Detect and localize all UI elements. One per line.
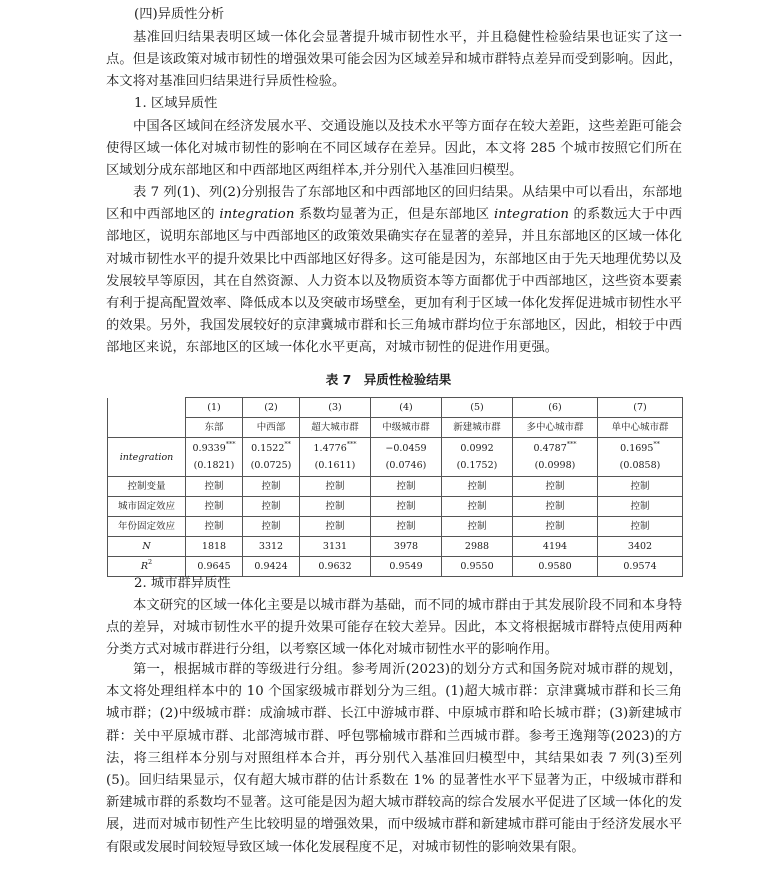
integration-cell-1 [186, 438, 243, 477]
coefficient-value: 1.4776 [313, 443, 347, 454]
control-cell: 控制 [243, 497, 300, 517]
col-number-1: (1) [186, 398, 243, 418]
std-error-value: (0.0858) [619, 460, 661, 471]
coefficient-value: 0.1695 [620, 443, 654, 454]
std-error-value: (0.0746) [385, 460, 427, 471]
table-corner-cell [108, 398, 186, 418]
control-cell: 控制 [186, 477, 243, 497]
integration-cell-6 [513, 438, 598, 477]
control-cell: 控制 [442, 477, 513, 497]
r2-superscript: 2 [148, 557, 153, 566]
control-cell: 控制 [442, 517, 513, 537]
col-name-1: 东部 [186, 418, 243, 438]
table-header-names-row [108, 418, 683, 438]
integration-term: integration [219, 207, 295, 223]
row-label: 控制变量 [108, 477, 186, 497]
col-name-5: 新建城市群 [442, 418, 513, 438]
col-name-3: 超大城市群 [300, 418, 371, 438]
r2-cell: 0.9632 [300, 557, 371, 577]
control-cell: 控制 [300, 517, 371, 537]
significance-stars: *** [346, 440, 357, 448]
std-error-value: (0.0725) [250, 460, 292, 471]
col-number-4: (4) [371, 398, 442, 418]
table-row-integration [108, 438, 683, 477]
col-number-2: (2) [243, 398, 300, 418]
col-number-5: (5) [442, 398, 513, 418]
coefficient-value: 0.0992 [460, 443, 494, 454]
significance-stars: ** [653, 440, 660, 448]
coefficient-value: 0.4787 [533, 443, 567, 454]
table-row-n [108, 537, 683, 557]
table-body [108, 398, 683, 577]
row-label: 年份固定效应 [108, 517, 186, 537]
std-error-value: (0.1752) [456, 460, 498, 471]
integration-cell-2 [243, 438, 300, 477]
region-results-paragraph [106, 182, 682, 360]
coefficient-value: 0.9339 [192, 443, 226, 454]
control-cell: 控制 [371, 497, 442, 517]
subsection-region-title: 1. 区域异质性 [134, 96, 218, 111]
citygroup-grading-paragraph: 第一，根据城市群的等级进行分组。参考周沂(2023)的划分方式和国务院对城市群的规划，本文将处理组样本中的 10 个国家级城市群划分为三组。(1)超大城市群：京津冀城市群和长三角城市群；(2)中级城市群：成渝城市群、长江中游城市群、中原城市群和哈长城市群；(3)新建城市群：关中平原城市群、北部湾城市群、呼包鄂榆城市群和兰西城市群。参考王逸翔等(2023)的方法，将三组样本分别与对照组样本合并，再分别代入基准回归模型中，其结果如表 7 列(3)至列(5)。回归结果显示，仅有超大城市群的估计系数在 1% 的显著性水平下显著为正，中级城市群和新建城市群的系数均不显著。这可能是因为超大城市群较高的综合发展水平促进了区域一体化的发展，进而对城市韧性产生比较明显的增强效果，而中级城市群和新建城市群可能由于经济发展水平有限或发展时间较短导致区域一体化发展程度不足，对城市韧性的影响效果有限。 [106, 662, 682, 855]
r2-cell: 0.9645 [186, 557, 243, 577]
intro-paragraph: 基准回归结果表明区域一体化会显著提升城市韧性水平，并且稳健性检验结果也证实了这一点。但是该政策对城市韧性的增强效果可能会因为区域差异和城市群特点差异而受到影响。因此，本文将对基准回归结果进行异质性检验。 [106, 30, 682, 90]
control-cell: 控制 [186, 517, 243, 537]
r2-cell: 0.9574 [598, 557, 683, 577]
table-row-control [108, 477, 683, 497]
n-cell: 3978 [371, 537, 442, 557]
r2-letter: R [140, 560, 148, 572]
r2-cell: 0.9580 [513, 557, 598, 577]
para2-part3: 的系数远大于中西部地区，说明东部地区与中西部地区的政策效果确实存在显著的差异，并且东部地区的区域一体化对城市韧性水平的提升效果比中西部地区好得多。这可能是因为，东部地区由于先天地理优势以及发展较早等原因，其在自然资源、人力资本以及物质资本等方面都优于中西部地区，这些资本要素有利于提高配置效率、降低成本以及突破市场壁垒，更加有利于区域一体化发挥促进城市韧性水平的效果。另外，我国发展较好的京津冀城市群和长三角城市群均位于东部地区，因此，相较于中西部地区来说，东部地区的区域一体化水平更高，对城市韧性的促进作用更强。 [106, 207, 683, 356]
coefficient-value: −0.0459 [385, 443, 427, 454]
citygroup-paragraph: 本文研究的区域一体化主要是以城市群为基础，而不同的城市群由于其发展阶段不同和本身特点的差异，对城市韧性水平的提升效果可能存在较大差异。因此，本文将根据城市群特点使用两种分类方式对城市群进行分组，以考察区域一体化对城市韧性水平的影响作用。 [106, 598, 682, 658]
region-paragraph: 中国各区域间在经济发展水平、交通设施以及技术水平等方面存在较大差距，这些差距可能会使得区域一体化对城市韧性的影响在不同区域存在差异。因此，本文将 285 个城市按照它们所在区域划分成东部地区和中西部地区两组样本,并分别代入基准回归模型。 [106, 119, 682, 179]
n-cell: 2988 [442, 537, 513, 557]
n-cell: 4194 [513, 537, 598, 557]
coefficient-value: 0.1522 [251, 443, 285, 454]
control-cell: 控制 [442, 497, 513, 517]
table-corner-cell [108, 418, 186, 438]
integration-term: integration [493, 207, 569, 223]
control-cell: 控制 [598, 497, 683, 517]
row-label-integration: integration [108, 438, 186, 477]
col-name-2: 中西部 [243, 418, 300, 438]
r2-cell: 0.9424 [243, 557, 300, 577]
control-cell: 控制 [598, 477, 683, 497]
control-cell: 控制 [300, 497, 371, 517]
table-row-control [108, 497, 683, 517]
control-cell: 控制 [186, 497, 243, 517]
row-label-n: N [108, 537, 186, 557]
integration-cell-3 [300, 438, 371, 477]
r2-cell: 0.9549 [371, 557, 442, 577]
n-cell: 3402 [598, 537, 683, 557]
control-cell: 控制 [513, 477, 598, 497]
std-error-value: (0.0998) [534, 460, 576, 471]
table-header-numbers-row [108, 398, 683, 418]
subsection-citygroup-title: 2. 城市群异质性 [134, 576, 231, 591]
control-cell: 控制 [371, 477, 442, 497]
col-name-4: 中级城市群 [371, 418, 442, 438]
para2-part1: 表 7 列(1)、列(2)分别报告了东部地区和中西部地区的回归结果。从结果中可以看出，东部地区和中西部地区的 [106, 185, 682, 223]
para2-part2: 系数均显著为正，但是东部地区 [294, 207, 494, 223]
table-caption: 表 7 异质性检验结果 [325, 372, 452, 387]
control-cell: 控制 [243, 517, 300, 537]
control-cell: 控制 [513, 497, 598, 517]
significance-stars: ** [284, 440, 291, 448]
table-row-control [108, 517, 683, 537]
control-cell: 控制 [243, 477, 300, 497]
significance-stars: *** [225, 440, 236, 448]
integration-cell-5 [442, 438, 513, 477]
r2-cell: 0.9550 [442, 557, 513, 577]
row-label: 城市固定效应 [108, 497, 186, 517]
significance-stars: *** [566, 440, 577, 448]
integration-cell-7 [598, 438, 683, 477]
control-cell: 控制 [371, 517, 442, 537]
std-error-value: (0.1611) [314, 460, 356, 471]
integration-cell-4 [371, 438, 442, 477]
col-number-6: (6) [513, 398, 598, 418]
n-cell: 3312 [243, 537, 300, 557]
control-cell: 控制 [598, 517, 683, 537]
col-name-6: 多中心城市群 [513, 418, 598, 438]
n-cell: 3131 [300, 537, 371, 557]
results-table [107, 397, 683, 577]
n-cell: 1818 [186, 537, 243, 557]
control-cell: 控制 [300, 477, 371, 497]
col-name-7: 单中心城市群 [598, 418, 683, 438]
std-error-value: (0.1821) [193, 460, 235, 471]
col-number-3: (3) [300, 398, 371, 418]
section-title: (四)异质性分析 [134, 7, 225, 22]
control-cell: 控制 [513, 517, 598, 537]
col-number-7: (7) [598, 398, 683, 418]
